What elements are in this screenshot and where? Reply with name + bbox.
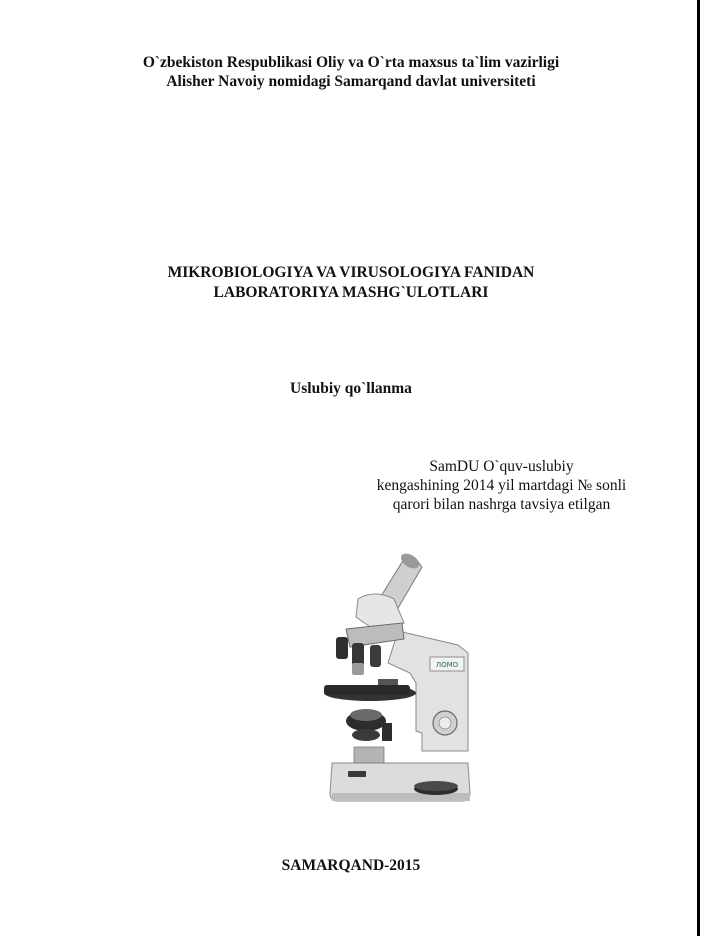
university-heading: Alisher Navoiy nomidagi Samarqand davlat universiteti: [166, 73, 536, 90]
approval-note-line-2: kengashining 2014 yil martdagi № sonli: [376, 477, 627, 494]
brand-label: ЛОМО: [435, 661, 459, 669]
title-line-1: MIKROBIOLOGIYA VA VIRUSOLOGIYA FANIDAN: [167, 264, 535, 281]
title-line-2: LABORATORIYA MASHG`ULOTLARI: [213, 284, 489, 301]
page-edge-line: [697, 0, 700, 936]
approval-note-line-1: SamDU O`quv-uslubiy: [429, 458, 574, 475]
microscope-icon: [318, 553, 478, 808]
document-subtitle: Uslubiy qo`llanma: [290, 380, 412, 397]
ministry-heading: O`zbekiston Respublikasi Oliy va O`rta maxsus ta`lim vazirligi: [142, 54, 560, 71]
approval-note-line-3: qarori bilan nashrga tavsiya etilgan: [392, 496, 611, 513]
city-year: SAMARQAND-2015: [281, 857, 421, 874]
